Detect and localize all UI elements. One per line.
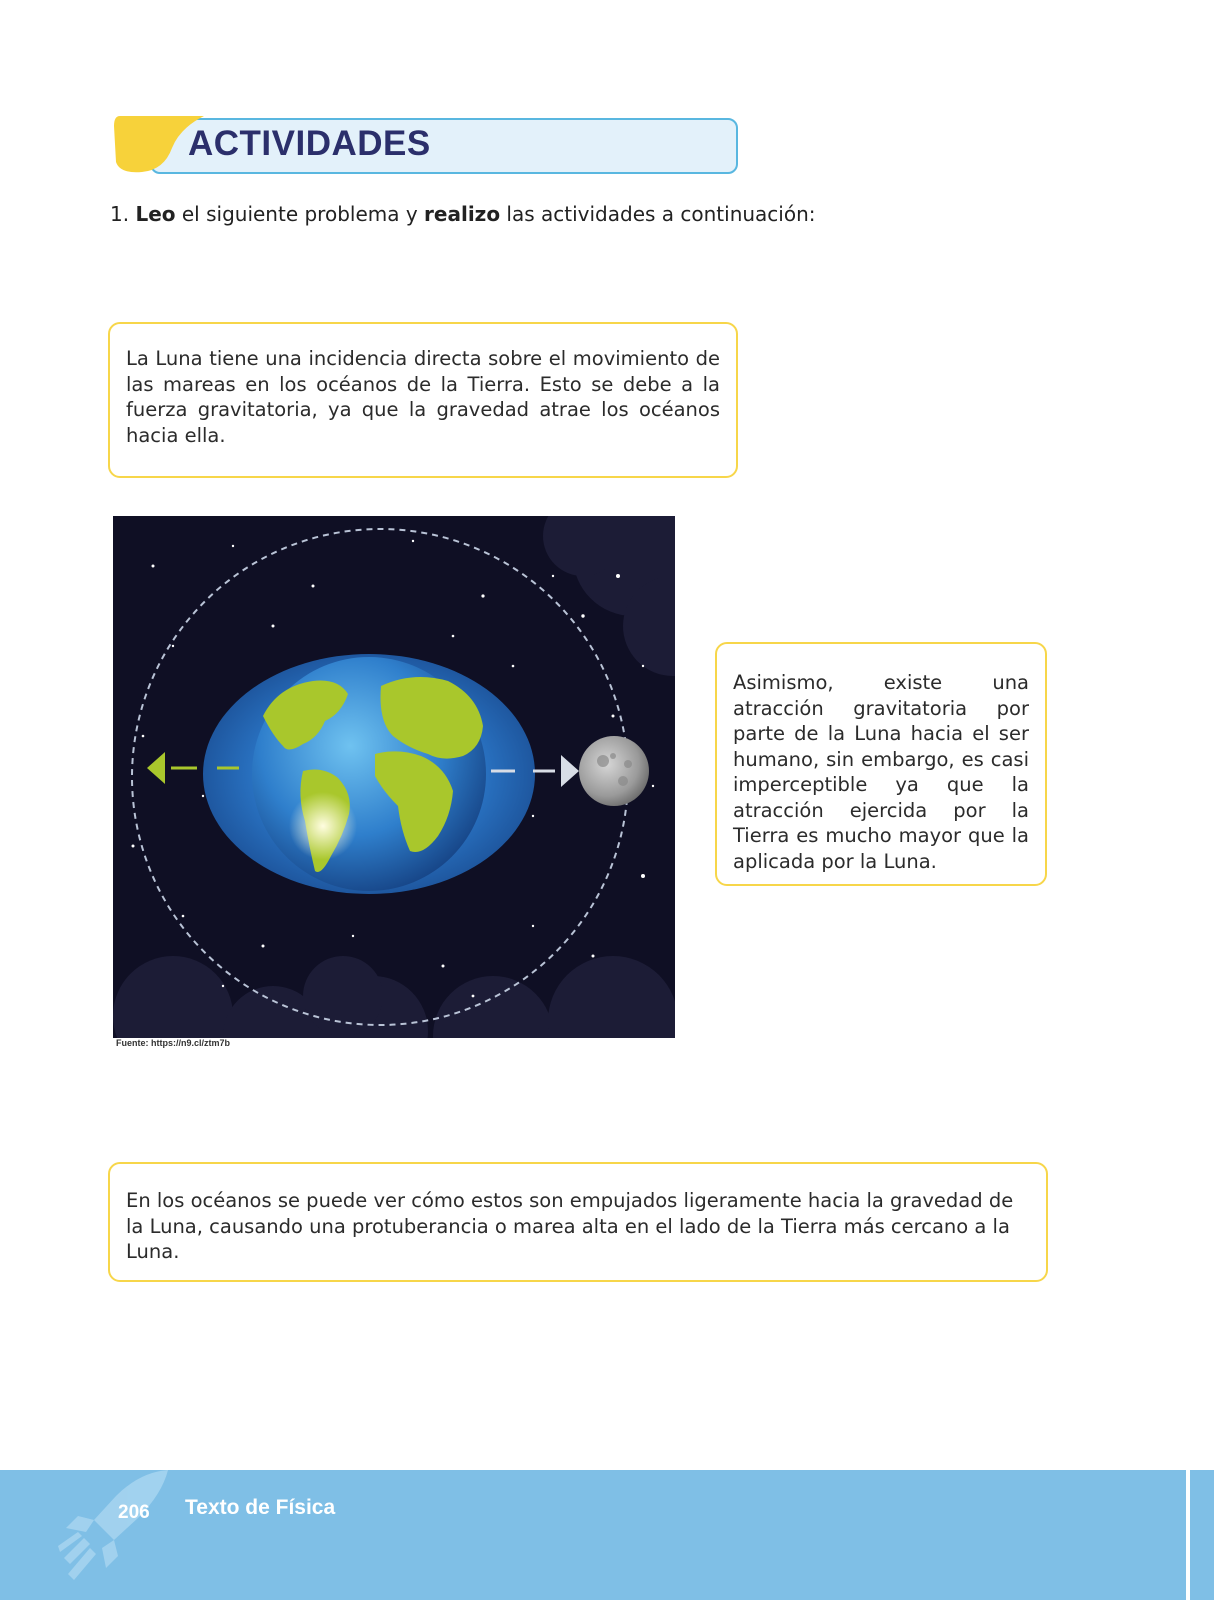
callout-text: La Luna tiene una incidencia directa sobre el movimiento de las mareas en los océanos de la Tierra. Esto se debe a la fuerza gravitatoria, ya que la gravedad atrae los océanos hacia ella. [126,347,720,447]
instruction [110,202,816,226]
callout-ocean-bulge [108,1162,1048,1282]
callout-human-attraction [715,642,1047,886]
callout-text: En los océanos se puede ver cómo estos son empujados ligeramente hacia la gravedad de la Luna, causando una protuberancia o marea alta en el lado de la Tierra más cercano a la Luna. [126,1189,1014,1263]
instruction-verb-1: Leo [135,202,176,226]
rocket-icon [50,1462,190,1600]
earth-moon-illustration [113,516,675,1038]
footer-edge [1190,1470,1214,1600]
page-title: ACTIVIDADES [188,124,431,163]
figure-source: Fuente: https://n9.cl/ztm7b [116,1038,231,1048]
activities-banner [110,114,740,176]
sun-glow [289,792,357,860]
instruction-number: 1. [110,202,130,226]
instruction-text-1: el siguiente problema y [181,202,418,226]
instruction-text-2: las actividades a continuación: [506,202,816,226]
callout-text: Asimismo, existe una atracción gravitatoria por parte de la Luna hacia el ser humano, sin embargo, es casi imperceptible ya que la atracción ejercida por la Tierra es mucho mayor que la aplicada por la Luna. [733,671,1029,873]
callout-moon-tides [108,322,738,478]
moon [579,736,649,806]
instruction-verb-2: realizo [424,202,501,226]
footer-title: Texto de Física [185,1496,336,1519]
page-number: 206 [118,1502,150,1523]
